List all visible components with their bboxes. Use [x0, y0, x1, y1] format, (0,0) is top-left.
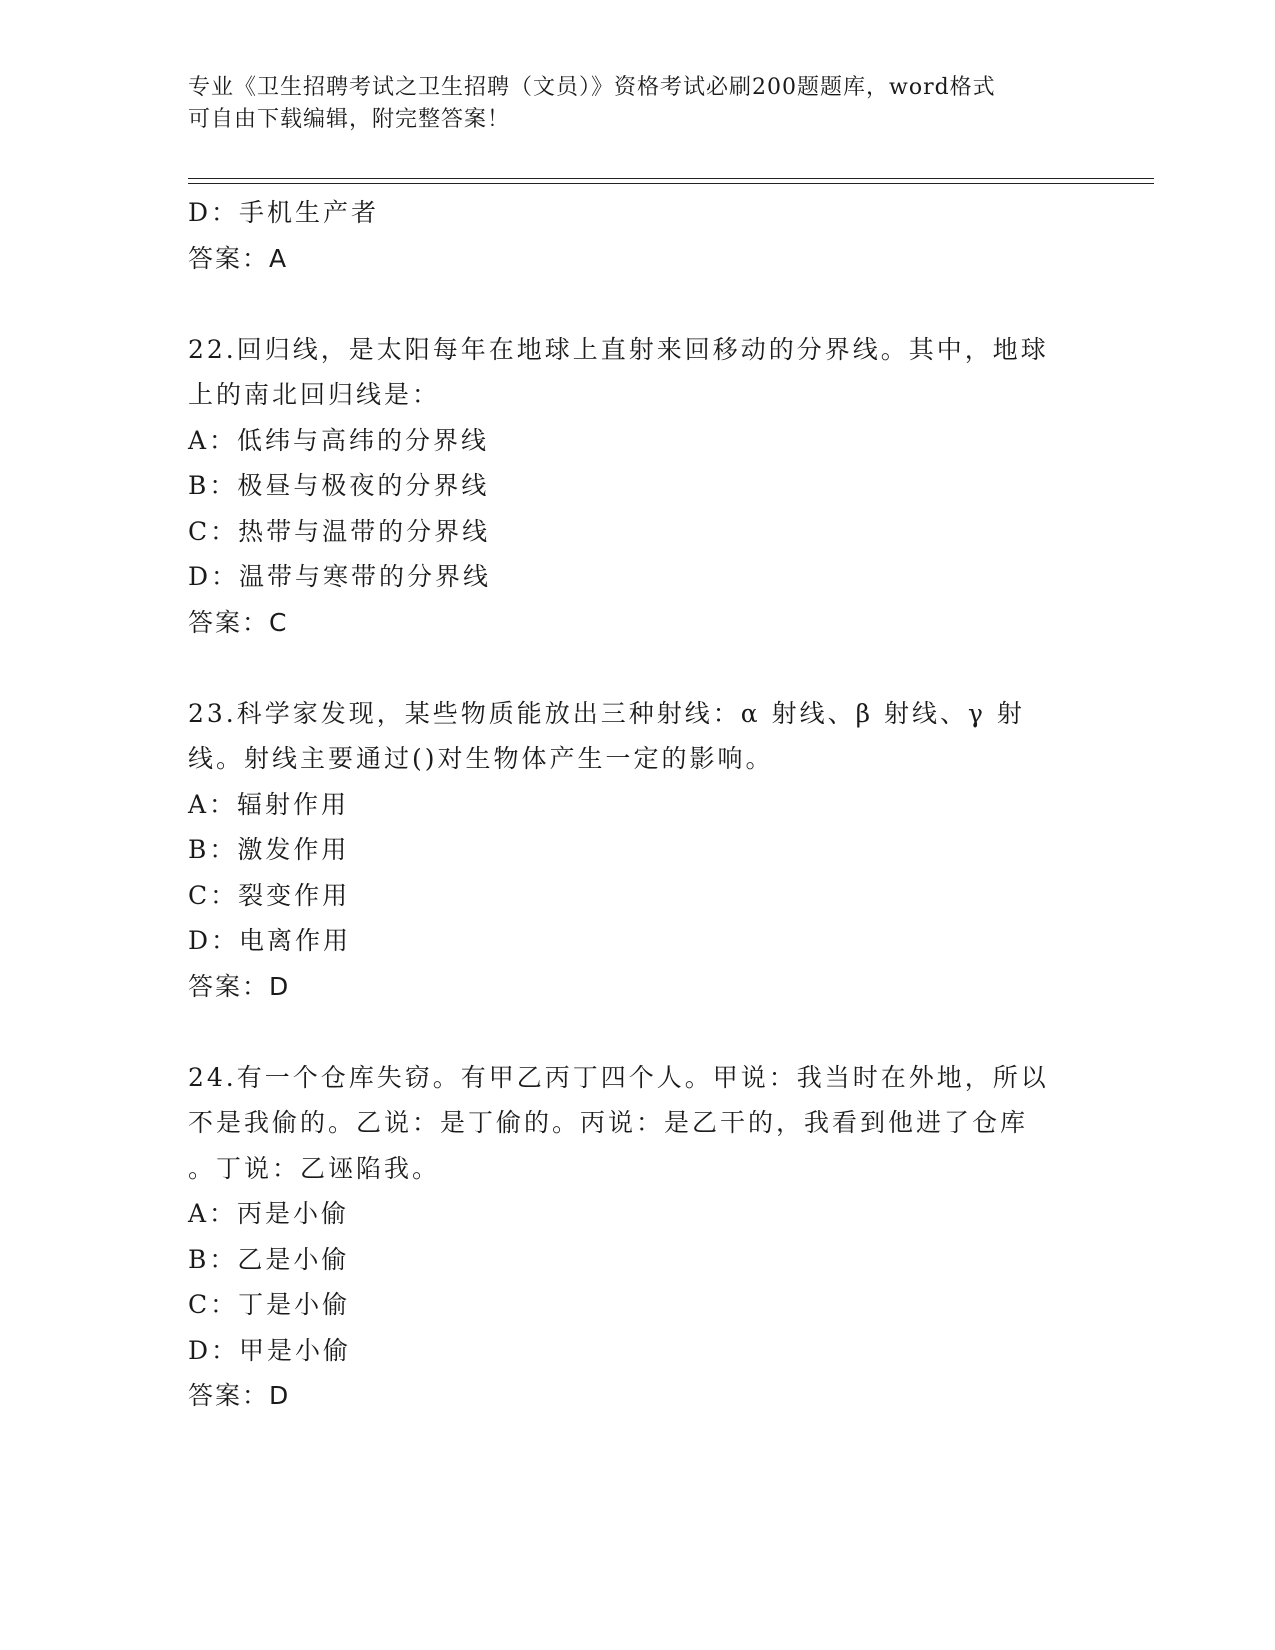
answer-line: 答案：A	[188, 243, 289, 273]
previous-question-tail	[188, 190, 1088, 281]
answer-line: 答案：C	[188, 607, 289, 637]
header-title-line-1: 专业《卫生招聘考试之卫生招聘（文员）》资格考试必刷200题题库，word格式	[188, 75, 996, 100]
option-d: D：甲是小偷	[188, 1335, 352, 1365]
answer-line: 答案：D	[188, 1381, 291, 1410]
question-stem-line: 线。射线主要通过()对生物体产生一定的影响。	[188, 744, 774, 773]
option-d: D：温带与寒带的分界线	[188, 562, 492, 591]
question-stem-line: 22.回归线，是太阳每年在地球上直射来回移动的分界线。其中，地球	[188, 334, 1049, 364]
spacer	[188, 1009, 1088, 1055]
option-a: A：丙是小偷	[188, 1199, 350, 1228]
answer-line: 答案：D	[188, 971, 291, 1001]
header-divider-top	[188, 178, 1154, 179]
option-d: D：电离作用	[188, 926, 352, 955]
question-stem-line: 23.科学家发现，某些物质能放出三种射线：α 射线、β 射线、γ 射	[188, 698, 1025, 728]
option-a: A：辐射作用	[188, 789, 350, 819]
spacer	[188, 281, 1088, 327]
option-a: A：低纬与高纬的分界线	[188, 425, 490, 455]
question-24	[188, 1055, 1088, 1419]
option-c: C：丁是小偷	[188, 1290, 351, 1319]
option-c: C：热带与温带的分界线	[188, 516, 491, 546]
option-b: B：极昼与极夜的分界线	[188, 471, 490, 500]
question-stem-line: 上的南北回归线是：	[188, 380, 441, 409]
option-d: D：手机生产者	[188, 198, 380, 227]
question-stem-line: 24.有一个仓库失窃。有甲乙丙丁四个人。甲说：我当时在外地，所以	[188, 1062, 1049, 1092]
document-body	[188, 190, 1088, 1419]
option-b: B：激发作用	[188, 835, 350, 864]
option-b: B：乙是小偷	[188, 1244, 350, 1274]
option-c: C：裂变作用	[188, 880, 351, 910]
document-header	[188, 72, 1088, 136]
question-22	[188, 327, 1088, 646]
header-title-line-2: 可自由下载编辑，附完整答案！	[188, 107, 511, 132]
question-23	[188, 691, 1088, 1010]
question-stem-line: 。丁说：乙诬陷我。	[188, 1153, 441, 1183]
spacer	[188, 645, 1088, 691]
question-stem-line: 不是我偷的。乙说：是丁偷的。丙说：是乙干的，我看到他进了仓库	[188, 1108, 1029, 1137]
header-divider-bottom	[188, 183, 1154, 184]
